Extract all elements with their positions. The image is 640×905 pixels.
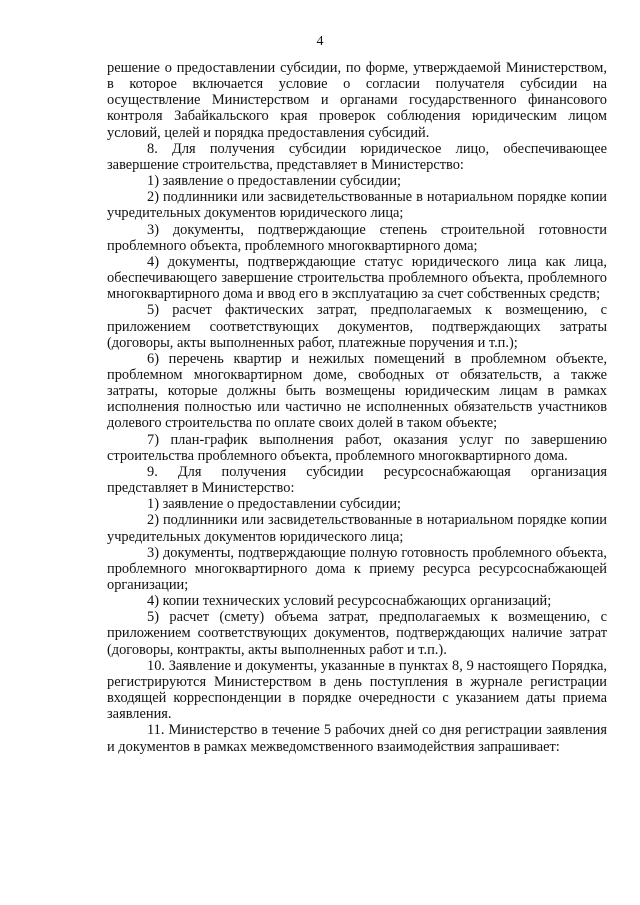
list-item: 7) план-график выполнения работ, оказания услуг по завершению строительства проблемного объекта, проблемного многоквартирного дома. bbox=[107, 431, 607, 464]
list-item: 5) расчет (смету) объема затрат, предполагаемых к возмещению, с приложением соответствующих документов, подтверждающих наличие затрат (договоры, контракты, акты выполненных работ и т.п.). bbox=[107, 609, 607, 658]
list-item: 2) подлинники или засвидетельствованные в нотариальном порядке копии учредительных документов юридического лица; bbox=[107, 189, 607, 222]
paragraph-item-11: 11. Министерство в течение 5 рабочих дней со дня регистрации заявления и документов в рамках межведомственного взаимодействия запрашивает: bbox=[107, 722, 607, 755]
document-body bbox=[107, 60, 607, 755]
list-item: 6) перечень квартир и нежилых помещений в проблемном объекте, проблемном многоквартирном доме, свободных от обязательств, а также затраты, которые должны быть возмещены юридическим лицам в рамках исполнения полностью или частично не исполненных обязательств участников долевого строительства по оплате своих долей в таком объекте; bbox=[107, 350, 607, 432]
list-item: 1) заявление о предоставлении субсидии; bbox=[147, 173, 402, 190]
page-number: 4 bbox=[316, 34, 324, 49]
paragraph-item-9: 9. Для получения субсидии ресурсоснабжающая организация представляет в Министерство: bbox=[107, 463, 607, 497]
paragraph-continuation: решение о предоставлении субсидии, по форме, утверждаемой Министерством, в которое включается условие о согласии получателя субсидии на осуществление Министерством и органами государственного финансового контроля Забайкальского края проверок соблюдения юридическим лицом условий, целей и порядка предоставления субсидий. bbox=[107, 60, 607, 141]
paragraph-item-10: 10. Заявление и документы, указанные в пунктах 8, 9 настоящего Порядка, регистрируются Министерством в день поступления в журнале регистрации входящей корреспонденции в порядке очередности с указанием даты приема заявления. bbox=[107, 657, 607, 723]
list-item: 4) копии технических условий ресурсоснабжающих организаций; bbox=[147, 593, 552, 610]
list-item: 3) документы, подтверждающие степень строительной готовности проблемного объекта, проблемного многоквартирного дома; bbox=[107, 221, 607, 254]
list-item: 1) заявление о предоставлении субсидии; bbox=[147, 496, 402, 513]
list-item: 2) подлинники или засвидетельствованные в нотариальном порядке копии учредительных документов юридического лица; bbox=[107, 512, 607, 545]
paragraph-item-8: 8. Для получения субсидии юридическое лицо, обеспечивающее завершение строительства, представляет в Министерство: bbox=[107, 140, 607, 173]
list-item: 3) документы, подтверждающие полную готовность проблемного объекта, проблемного многоквартирного дома к приему ресурса ресурсоснабжающей организации; bbox=[107, 544, 607, 593]
list-item: 4) документы, подтверждающие статус юридического лица как лица, обеспечивающего завершение строительства проблемного объекта, проблемного многоквартирного дома и ввод его в эксплуатацию за счет собственных средств; bbox=[107, 253, 607, 303]
list-item: 5) расчет фактических затрат, предполагаемых к возмещению, с приложением соответствующих документов, подтверждающих затраты (договоры, акты выполненных работ, платежные поручения и т.п.); bbox=[107, 302, 607, 351]
